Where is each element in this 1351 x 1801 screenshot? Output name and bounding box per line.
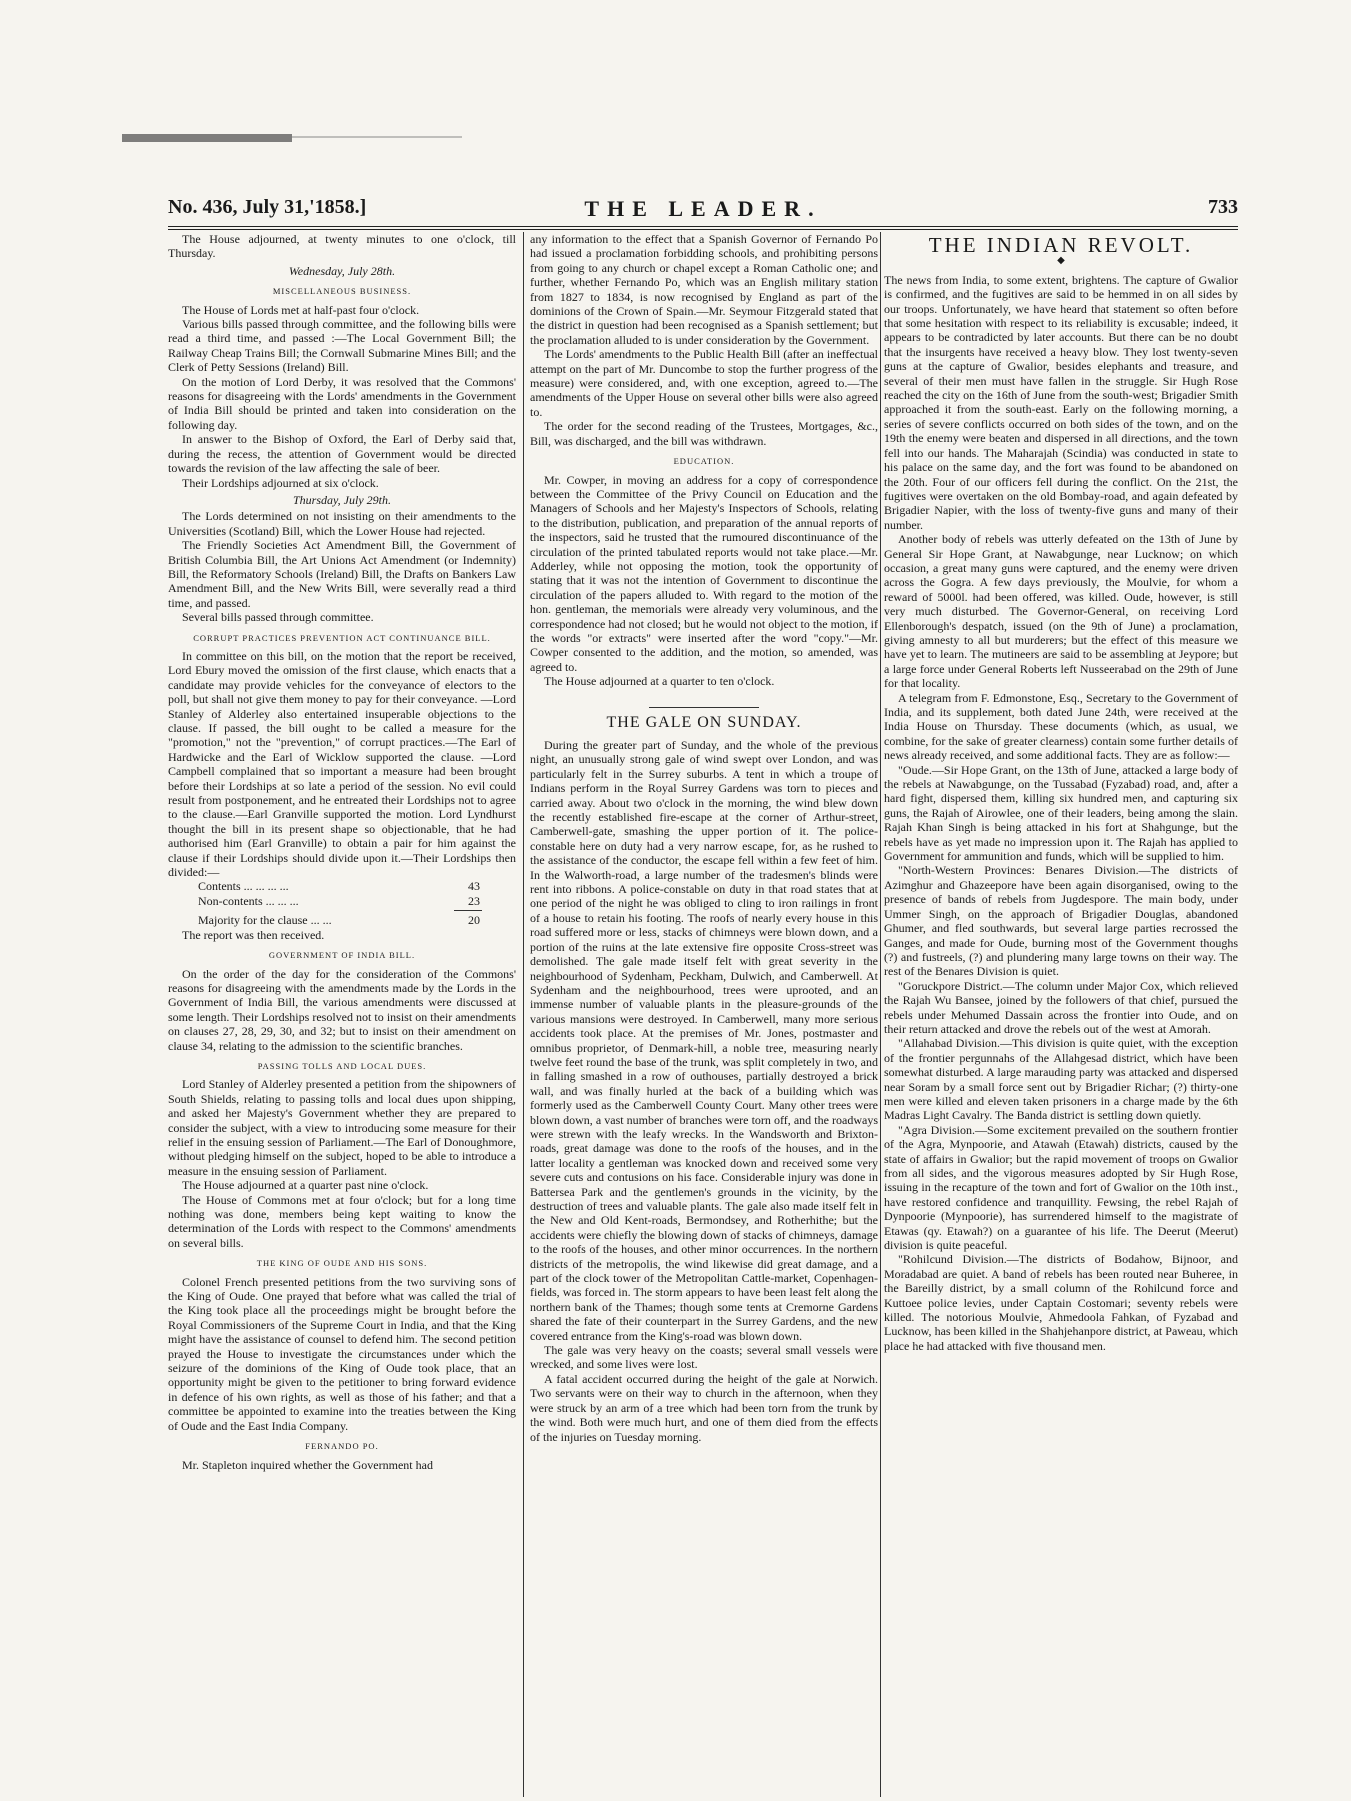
column-rule-left bbox=[523, 232, 524, 1797]
paragraph: Lord Stanley of Alderley presented a petition from the shipowners of South Shields, relating to passing tolls and local dues upon shipping, and asked her Majesty's Government whether they are prepared to consider the subject, with a view to introducing some measure for their relief in the ensuing session of Parliament.—The Earl of Donoughmore, without pledging himself on the subject, hoped to be able to introduce a measure in the ensuing session of Parliament. bbox=[168, 1077, 516, 1178]
paragraph: The report was then received. bbox=[182, 927, 325, 942]
paragraph: "Goruckpore District.—The column under Major Cox, which relieved the Rajah Wu Bansee, joined by the followers of that chief, pursued the rebels under Mehumed Dassain across the frontier into Oude, and on their return attacked and drove the rebels out of the west at Amorah. bbox=[884, 978, 1238, 1036]
division-majority bbox=[168, 913, 516, 927]
title-ornament: ◆ bbox=[1057, 255, 1065, 267]
article-title: THE INDIAN REVOLT. bbox=[928, 233, 1194, 257]
paragraph: Their Lordships adjourned at six o'clock. bbox=[182, 475, 379, 490]
issue-number: No. 436, July 31,'1858.] bbox=[168, 196, 367, 218]
paragraph: The House adjourned, at twenty minutes to one o'clock, till Thursday. bbox=[168, 232, 516, 261]
division-non-contents bbox=[168, 894, 516, 908]
paragraph: "Allahabad Division.—This division is quite quiet, with the exception of the frontier pergunnahs of the Allahgesad district, which have been somewhat disturbed. A large marauding party was attacked and dispersed near Soram by a small force sent out by Brigadier Richar; (?) thirty-one men were killed and eleven taken prisoners in a charge made by the 6th Madras Light Cavalry. The Banda district is settling down quietly. bbox=[884, 1036, 1238, 1123]
paragraph: any information to the effect that a Spanish Governor of Fernando Po had issued a proclamation forbidding schools, and prohibiting persons from going to any church or chapel except a Roman Catholic one; and further, whether Fernando Po, which was an English military station from 1827 to 1834, is now recognised by England as part of the dominions of the Crown of Spain.—Mr. Seymour Fitzgerald stated that the district in question had been recognised as a Spanish settlement; but the proclamation alluded to is under consideration by the Government. bbox=[530, 232, 878, 347]
paragraph: During the greater part of Sunday, and the whole of the previous night, an unusually strong gale of wind swept over London, and was particularly felt in the Surrey suburbs. A tent in which a troupe of Indians perform in the Royal Surrey Gardens was torn to pieces and carried away. About two o'clock in the morning, the wind blew down the recently established fire-escape at the corner of Arthur-street, Camberwell-gate, smashing the upper portion of it. The police-constable here on duty had a very narrow escape, for, as he rushed to the assistance of the conductor, the escape fell within a few feet of him. In the Walworth-road, a large number of the tradesmen's blinds were rent into ribbons. A police-constable on duty in that road states that at one period of the night he was obliged to cling to iron railings in front of a house to retain his footing. The roofs of nearly every house in this road suffered more or less, stacks of chimneys were blown down, and a portion of the ruins at the late extensive fire opposite Cross-street was demolished. The gale made itself felt with great severity in the neighbourhood of Sydenham, Peckham, Dulwich, and Camberwell. At Sydenham and the neighbourhood, trees were uprooted, and an immense number of valuable plants in the pleasure-grounds of the various mansions were destroyed. In Camberwell, many more serious accidents took place. At the premises of Mr. Jones, postmaster and omnibus proprietor, of Denmark-hill, a noble tree, measuring nearly twelve feet round the base of the trunk, was split completely in two, and in falling smashed in a row of outhouses, partially destroyed a brick wall, and was finally hurled at the back of a building which was formerly used as the Camberwell County Court. Many other trees were blown down, a vast number of branches were torn off, and the roadways were strewn with the leafy wrecks. In the Wandsworth and Brixton-roads, great damage was done to the roofs of the houses, and in the latter locality a gentleman was knocked down and received some very severe cuts and contusions on his face. Considerable injury was done in Battersea Park and the gentlemen's grounds in the vicinity, by the destruction of trees and valuable plants. The gale also made itself felt in the New and Old Kent-roads, Bermondsey, and Rotherhithe; but the accidents were chiefly the blowing down of stacks of chimneys, damage to the roofs of the houses, and other minor occurrences. In the northern districts of the metropolis, the wind likewise did great damage, and a part of the clock tower of the Metropolitan Cattle-market, Copenhagen-fields, was forced in. The storm appears to have been least felt along the northern bank of the Thames; though some tents at Cremorne Gardens shared the fate of their counterpart in the Surrey Gardens, and the new covered entrance from the King's-road was blown down. bbox=[530, 738, 878, 1343]
section-heading: PASSING TOLLS AND LOCAL DUES. bbox=[257, 1060, 427, 1071]
masthead-rule bbox=[168, 226, 1238, 227]
division-contents bbox=[168, 879, 516, 893]
paragraph: The House adjourned at a quarter past nine o'clock. bbox=[182, 1178, 429, 1193]
paragraph: On the motion of Lord Derby, it was resolved that the Commons' reasons for disagreeing with the Lords' amendments in the Government of India Bill should be printed and taken into consideration on the following day. bbox=[168, 374, 516, 432]
paragraph: Various bills passed through committee, and the following bills were read a third time, and passed :—The Local Government Bill; the Railway Cheap Trains Bill; the Cornwall Submarine Mines Bill; and the Clerk of Petty Sessions (Ireland) Bill. bbox=[168, 317, 516, 375]
vote-label: Majority for the clause ... ... bbox=[198, 913, 332, 928]
section-heading: EDUCATION. bbox=[673, 456, 735, 467]
page-number: 733 bbox=[1208, 196, 1238, 218]
vote-label: Non-contents ... ... ... bbox=[198, 893, 299, 908]
paragraph: The Lords determined on not insisting on their amendments to the Universities (Scotland) Bill, which the Lower House had rejected. bbox=[168, 509, 516, 538]
masthead bbox=[168, 196, 1238, 224]
paragraph: The House of Commons met at four o'clock; but for a long time nothing was done, members being kept waiting to know the determination of the Lords with respect to the Commons' amendments on several bills. bbox=[168, 1192, 516, 1250]
paragraph: The Lords' amendments to the Public Health Bill (after an ineffectual attempt on the part of Mr. Duncombe to stop the further progress of the measure) were considered, and, with one exception, agreed to.—The amendments of the Upper House on several other bills were also agreed to. bbox=[530, 347, 878, 419]
column-rule-right bbox=[880, 232, 881, 1797]
section-heading: MISCELLANEOUS BUSINESS. bbox=[272, 286, 412, 297]
column-2 bbox=[530, 232, 878, 1444]
paragraph: "Agra Division.—Some excitement prevailed on the southern frontier of the Agra, Mynpoorie, and Atawah (Etawah) districts, caused by the state of affairs in Gwalior; but the rapid movement of troops on Gwalior from all sides, and the vigorous measures adopted by Sir Hugh Rose, issuing in the recapture of the town and fort of Gwalior on the 10th inst., have restored confidence and tranquillity. Fewsing, the rebel Rajah of Dynpoorie (Mynpoorie), has surrendered himself to the magistrate of Etawas (qy. Etawah?) on a guarantee of his life. The Deerut (Meerut) division is quite peaceful. bbox=[884, 1122, 1238, 1253]
paragraph: The House of Lords met at half-past four o'clock. bbox=[182, 302, 420, 317]
paragraph: The House adjourned at a quarter to ten o'clock. bbox=[544, 674, 775, 689]
paragraph: The gale was very heavy on the coasts; several small vessels were wrecked, and some lives were lost. bbox=[530, 1343, 878, 1372]
paragraph: The order for the second reading of the Trustees, Mortgages, &c., Bill, was discharged, and the bill was withdrawn. bbox=[530, 419, 878, 448]
vote-value: 20 bbox=[468, 913, 480, 928]
paragraph: Mr. Cowper, in moving an address for a copy of correspondence between the Committee of the Privy Council on Education and the Managers of Schools and her Majesty's Inspectors of Schools, relating to the distribution, publication, and preparation of the annual reports of the inspectors, said he trusted that the rumoured discontinuance of the circulation of the printed tabulated reports would not take place.—Mr. Adderley, while not opposing the motion, took the opportunity of stating that it was not the intention of Government to discontinue the circulation of the papers alluded to. With regard to the motion of the hon. gentleman, the memorials were already very voluminous, and the correspondence had not closed; but he would not object to the motion, if the words "or extracts" were inserted after the word "copy."—Mr. Cowper consented to the addition, and the motion, so amended, was agreed to. bbox=[530, 472, 878, 674]
section-heading: CORRUPT PRACTICES PREVENTION ACT CONTINUANCE BILL. bbox=[193, 632, 491, 643]
vote-value: 23 bbox=[468, 893, 480, 908]
paragraph: "North-Western Provinces: Benares Division.—The districts of Azimghur and Ghazeepore have been again disorganised, owing to the presence of bands of rebels from Jugdespore. The main body, under Ummer Singh, on the approach of Brigadier Douglas, abandoned Ghumer, and fled southwards, but several large parties recrossed the Ganges, and made for Oude, burning most of the Government thoughs (?) and fustreels, (?) and plundering many large towns on their way. The rest of the Benares Division is quiet. bbox=[884, 863, 1238, 979]
paragraph: Another body of rebels was utterly defeated on the 13th of June by General Sir Hope Grant, at Nawabgunge, near Lucknow; on which occasion, a great many guns were captured, and the enemy were driven across the Gogra. A few days previously, the Moulvie, for whom a reward of 5000l. had been offered, was killed. Oude, however, is still very much disturbed. The Governor-General, on receiving Lord Ellenborough's despatch, issued (on the 9th of June) a proclamation, giving amnesty to all but murderers; but the effect of this measure we have yet to learn. The mutineers are said to be assembling at Jeypore; but a large force under General Roberts left Nusseerabad on the 29th of June for that locality. bbox=[884, 532, 1238, 691]
paragraph: "Oude.—Sir Hope Grant, on the 13th of June, attacked a large body of the rebels at Nawabgunge, on the Tussabad (Fyzabad) road, and, after a hard fight, dispersed them, killing six hundred men, and capturing six guns, the Rajah of Airowlee, one of their leaders, being among the slain. Rajah Khan Singh is being attacked in his fort at Shahgunge, but the rebels have as yet made no impression upon it. The Rajah has applied to Government for ammunition and funds, which will be supplied to him. bbox=[884, 762, 1238, 864]
paragraph: Colonel French presented petitions from the two surviving sons of the King of Oude. One prayed that before what was called the trial of the King took place all the proceedings might be brought before the Royal Commissioners of the Supreme Court in India, and that the King might have the assistance of counsel to defend him. The second petition prayed the House to investigate the circumstances under which the seizure of the dominions of the King of Oude took place, that an opportunity might be given to the petitioner to bring forward evidence in defence of his own rights, as well as those of his father; and that a committee be appointed to examine into the treaties between the King of Oude and the East India Company. bbox=[168, 1274, 516, 1433]
paragraph: On the order of the day for the consideration of the Commons' reasons for disagreeing with the amendments made by the Lords in the Government of India Bill, the various amendments were discussed at some length. Their Lordships resolved not to insist on their amendments on clauses 27, 28, 29, 30, and 32; but to insist on their amendment on clause 34, relating to the admission to the scientific branches. bbox=[168, 966, 516, 1053]
vote-label: Contents ... ... ... ... bbox=[198, 879, 289, 894]
top-edge-scuff-line bbox=[292, 136, 462, 138]
sum-rule bbox=[454, 910, 482, 911]
vote-value: 43 bbox=[468, 879, 480, 894]
masthead-rule-double bbox=[168, 229, 1238, 230]
newspaper-title: THE LEADER. bbox=[584, 196, 822, 221]
column-1 bbox=[168, 232, 516, 1472]
article-divider bbox=[649, 707, 759, 708]
paragraph: The news from India, to some extent, brightens. The capture of Gwalior is confirmed, and the fugitives are said to be hemmed in on all sides by our troops. Unfortunately, we have heard that statement so often before that some hesitation with respect to its reliability is excusable; indeed, it appears to be contradicted by later accounts. But there can be no doubt that the insurgents have received a heavy blow. They lost twenty-seven guns at the capture of Gwalior, besides elephants and treasure, and several of their men must have fallen in the struggle. Sir Hugh Rose reached the city on the 16th of June from the south-west; Brigadier Smith approached it from the south-east. Early on the following morning, a series of severe conflicts occurred on both sides of the town, and on the 19th the enemy were beaten and dispersed in all directions, and the town fell into our hands. The Maharajah (Scindia) was conducted in state to his palace on the same day, and the fort was found to be abandoned on the 20th. Four of our officers fell during the conflict. On the 21st, the fugitives were overtaken on the old Bombay-road, and again defeated by Brigadier Napier, with the loss of twenty-five guns and many of their number. bbox=[884, 272, 1238, 532]
paragraph: Several bills passed through committee. bbox=[182, 610, 374, 625]
paragraph: In committee on this bill, on the motion that the report be received, Lord Ebury moved the omission of the first clause, which enacts that a candidate may provide vehicles for the conveyance of electors to the poll, but shall not give them money to pay for their conveyance. —Lord Stanley of Alderley also entertained insuperable objections to the clause. If passed, the bill ought to be called a measure for the "promotion," not the "prevention," of corrupt practices.—The Earl of Hardwicke and the Earl of Wicklow supported the clause. —Lord Campbell complained that so important a measure had been brought before their Lordships at so late a period of the session. No evil could result from postponement, and he entreated their Lordships not to agree to the clause.—Earl Granville supported the motion. Lord Lyndhurst thought the bill in its present shape so objectionable, that he had authorised him (Earl Granville) to obtain a pair for him against the clause if their Lordships should divide upon it.—Their Lordships then divided:— bbox=[168, 648, 516, 880]
column-3 bbox=[884, 232, 1238, 1353]
article-title: THE GALE ON SUNDAY. bbox=[606, 713, 802, 731]
paragraph: A telegram from F. Edmonstone, Esq., Secretary to the Government of India, and its supplement, both dated June 24th, were received at the India House on Thursday. These documents (which, as usual, we combine, for the sake of greater clearness) contain some further details of news already received, and some additional facts. They are as follow:— bbox=[884, 690, 1238, 763]
paragraph: "Rohilcund Division.—The districts of Bodahow, Bijnoor, and Moradabad are quiet. A band of rebels has been routed near Buheree, in the Bareilly district, by a small column of the Rohilcund force and Kuttoee police levies, under Captain Costomari; seventy rebels were killed. The notorious Moulvie, Ahmedoola Fahkan, of Fyzabad and Lucknow, has been killed in the Shahjehanpore district, at Paweau, which place he had attacked with five thousand men. bbox=[884, 1252, 1238, 1353]
paragraph: In answer to the Bishop of Oxford, the Earl of Derby said that, during the recess, the attention of Government would be directed towards the revision of the law affecting the sale of beer. bbox=[168, 432, 516, 476]
paragraph: The Friendly Societies Act Amendment Bill, the Government of British Columbia Bill, the Art Unions Act Amendment (or Indemnity) Bill, the Reformatory Schools (Ireland) Bill, the Drafts on Bankers Law Amendment Bill, and the New Writs Bill, were severally read a third time, and passed. bbox=[168, 538, 516, 610]
section-heading: FERNANDO PO. bbox=[305, 1441, 379, 1452]
section-heading: THE KING OF OUDE AND HIS SONS. bbox=[256, 1258, 428, 1269]
section-heading: GOVERNMENT OF INDIA BILL. bbox=[268, 950, 416, 961]
date-heading: Wednesday, July 28th. bbox=[288, 263, 396, 278]
paragraph: A fatal accident occurred during the height of the gale at Norwich. Two servants were on their way to church in the afternoon, when they were struck by an arm of a tree which had been torn from the trunk by the wind. Both were much hurt, and one of them died from the effects of the injuries on Tuesday morning. bbox=[530, 1371, 878, 1444]
paragraph: Mr. Stapleton inquired whether the Government had bbox=[182, 1457, 433, 1472]
top-edge-scuff bbox=[122, 134, 292, 142]
date-heading: Thursday, July 29th. bbox=[293, 492, 391, 507]
